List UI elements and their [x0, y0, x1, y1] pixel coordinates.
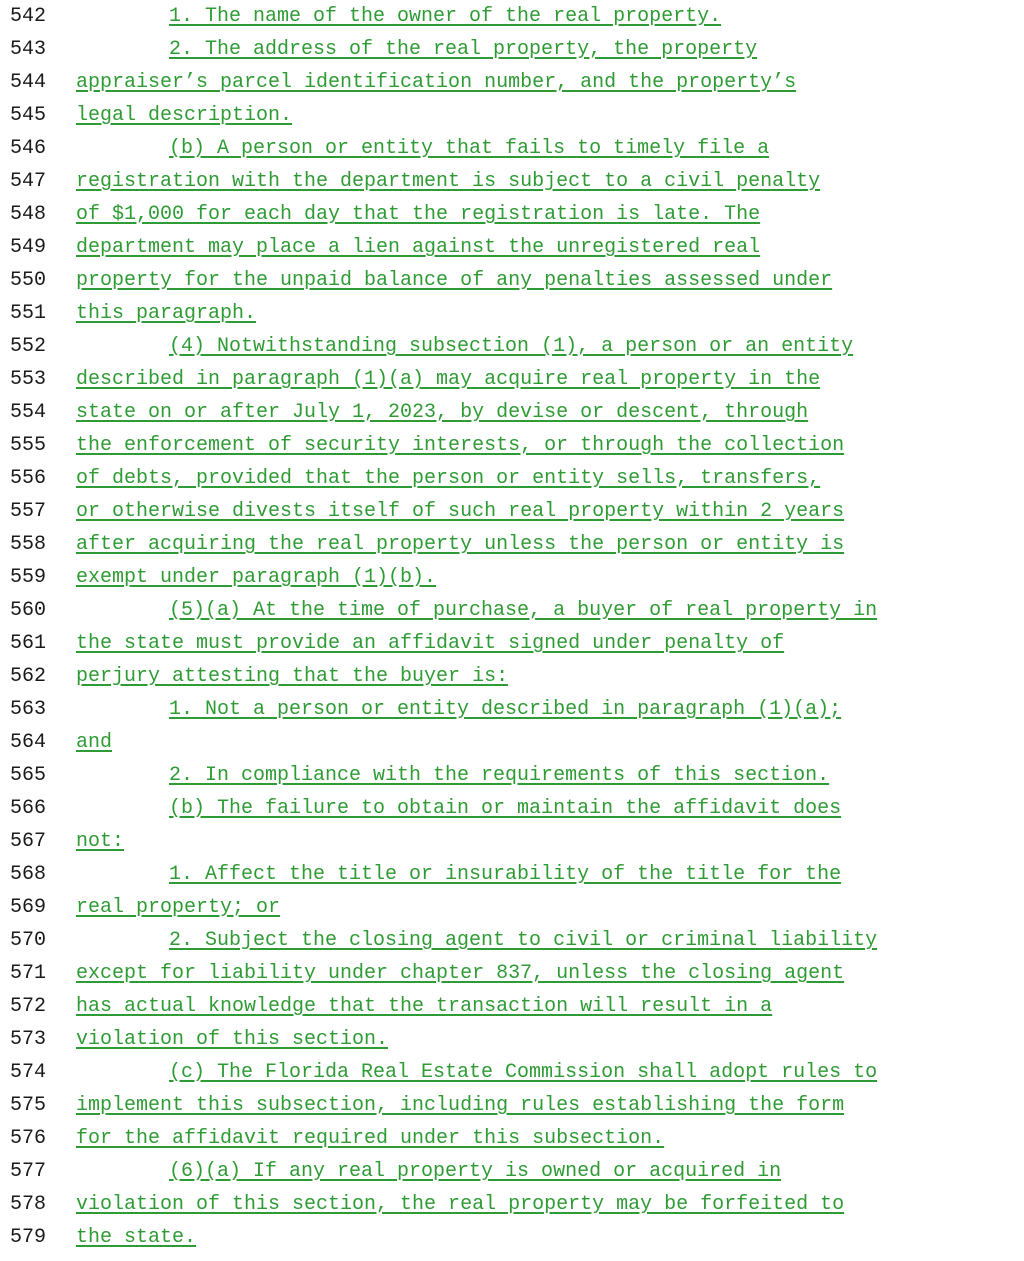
line-number: 575 — [10, 1094, 47, 1117]
line-number: 550 — [10, 269, 47, 292]
line-number: 545 — [10, 104, 47, 127]
document-line — [0, 198, 1024, 231]
line-number: 561 — [10, 632, 47, 655]
line-text: violation of this section. — [76, 1028, 389, 1051]
document-line — [0, 990, 1024, 1023]
line-number: 544 — [10, 71, 47, 94]
line-number: 559 — [10, 566, 47, 589]
document-line — [0, 264, 1024, 297]
line-number: 552 — [10, 335, 47, 358]
line-number: 570 — [10, 929, 47, 952]
document-line — [0, 66, 1024, 99]
line-text: or otherwise divests itself of such real property within 2 years — [76, 500, 845, 523]
line-text: 1. Affect the title or insurability of the title for the — [169, 863, 842, 886]
line-text: (4) Notwithstanding subsection (1), a person or an entity — [169, 335, 854, 358]
document-line — [0, 858, 1024, 891]
document-line — [0, 1188, 1024, 1221]
line-number: 573 — [10, 1028, 47, 1051]
line-number: 543 — [10, 38, 47, 61]
document-line — [0, 231, 1024, 264]
line-text: state on or after July 1, 2023, by devise or descent, through — [76, 401, 809, 424]
document-line — [0, 99, 1024, 132]
line-text: 2. Subject the closing agent to civil or criminal liability — [169, 929, 878, 952]
line-text: legal description. — [76, 104, 293, 127]
document-line — [0, 0, 1024, 33]
document-line — [0, 330, 1024, 363]
line-number: 546 — [10, 137, 47, 160]
line-number: 557 — [10, 500, 47, 523]
line-text: department may place a lien against the unregistered real — [76, 236, 761, 259]
document-line — [0, 726, 1024, 759]
line-number: 572 — [10, 995, 47, 1018]
document-line — [0, 924, 1024, 957]
line-text: the state. — [76, 1226, 197, 1249]
line-number: 547 — [10, 170, 47, 193]
line-text: (6)(a) If any real property is owned or acquired in — [169, 1160, 782, 1183]
line-number: 551 — [10, 302, 47, 325]
line-number: 556 — [10, 467, 47, 490]
document-line — [0, 528, 1024, 561]
line-text: (c) The Florida Real Estate Commission shall adopt rules to — [169, 1061, 878, 1084]
line-number: 571 — [10, 962, 47, 985]
line-text: 2. In compliance with the requirements of this section. — [169, 764, 830, 787]
line-number: 577 — [10, 1160, 47, 1183]
line-number: 579 — [10, 1226, 47, 1249]
line-text: appraiser’s parcel identification number, and the property’s — [76, 71, 797, 94]
document-line — [0, 957, 1024, 990]
document-line — [0, 825, 1024, 858]
line-text: not: — [76, 830, 125, 853]
document-line — [0, 759, 1024, 792]
line-number: 555 — [10, 434, 47, 457]
line-number: 562 — [10, 665, 47, 688]
line-text: after acquiring the real property unless the person or entity is — [76, 533, 845, 556]
document-line — [0, 462, 1024, 495]
line-text: the state must provide an affidavit signed under penalty of — [76, 632, 785, 655]
document-line — [0, 594, 1024, 627]
document-line — [0, 1122, 1024, 1155]
line-text: (5)(a) At the time of purchase, a buyer of real property in — [169, 599, 878, 622]
line-number: 567 — [10, 830, 47, 853]
document-line — [0, 561, 1024, 594]
line-text: 1. The name of the owner of the real property. — [169, 5, 722, 28]
document-line — [0, 429, 1024, 462]
line-number: 565 — [10, 764, 47, 787]
line-number: 558 — [10, 533, 47, 556]
line-number: 554 — [10, 401, 47, 424]
line-text: and — [76, 731, 113, 754]
document-line — [0, 1056, 1024, 1089]
line-number: 548 — [10, 203, 47, 226]
document-line — [0, 396, 1024, 429]
line-text: registration with the department is subject to a civil penalty — [76, 170, 821, 193]
document-line — [0, 33, 1024, 66]
line-number: 574 — [10, 1061, 47, 1084]
document-line — [0, 1089, 1024, 1122]
line-text: of $1,000 for each day that the registration is late. The — [76, 203, 761, 226]
line-text: of debts, provided that the person or entity sells, transfers, — [76, 467, 821, 490]
line-text: violation of this section, the real property may be forfeited to — [76, 1193, 845, 1216]
line-text: perjury attesting that the buyer is: — [76, 665, 509, 688]
line-number: 566 — [10, 797, 47, 820]
document-line — [0, 297, 1024, 330]
line-text: (b) A person or entity that fails to timely file a — [169, 137, 770, 160]
document-line — [0, 132, 1024, 165]
line-text: described in paragraph (1)(a) may acquire real property in the — [76, 368, 821, 391]
line-text: for the affidavit required under this subsection. — [76, 1127, 665, 1150]
line-text: has actual knowledge that the transaction will result in a — [76, 995, 773, 1018]
document-line — [0, 1155, 1024, 1188]
line-number: 560 — [10, 599, 47, 622]
line-text: the enforcement of security interests, or through the collection — [76, 434, 845, 457]
line-number: 549 — [10, 236, 47, 259]
line-text: (b) The failure to obtain or maintain the affidavit does — [169, 797, 842, 820]
line-number: 564 — [10, 731, 47, 754]
line-text: property for the unpaid balance of any penalties assessed under — [76, 269, 833, 292]
line-number: 576 — [10, 1127, 47, 1150]
document-line — [0, 495, 1024, 528]
document-line — [0, 1221, 1024, 1254]
document-line — [0, 1023, 1024, 1056]
line-number: 569 — [10, 896, 47, 919]
line-number: 553 — [10, 368, 47, 391]
document-line — [0, 165, 1024, 198]
line-number: 568 — [10, 863, 47, 886]
line-text: 2. The address of the real property, the property — [169, 38, 758, 61]
document-line — [0, 792, 1024, 825]
document-line — [0, 693, 1024, 726]
line-text: 1. Not a person or entity described in paragraph (1)(a); — [169, 698, 842, 721]
document-line — [0, 891, 1024, 924]
document-line — [0, 627, 1024, 660]
line-text: except for liability under chapter 837, unless the closing agent — [76, 962, 845, 985]
document-line — [0, 660, 1024, 693]
line-text: exempt under paragraph (1)(b). — [76, 566, 437, 589]
line-number: 563 — [10, 698, 47, 721]
line-text: real property; or — [76, 896, 281, 919]
line-number: 542 — [10, 5, 47, 28]
line-number: 578 — [10, 1193, 47, 1216]
line-text: this paragraph. — [76, 302, 257, 325]
line-text: implement this subsection, including rules establishing the form — [76, 1094, 845, 1117]
document-line — [0, 363, 1024, 396]
